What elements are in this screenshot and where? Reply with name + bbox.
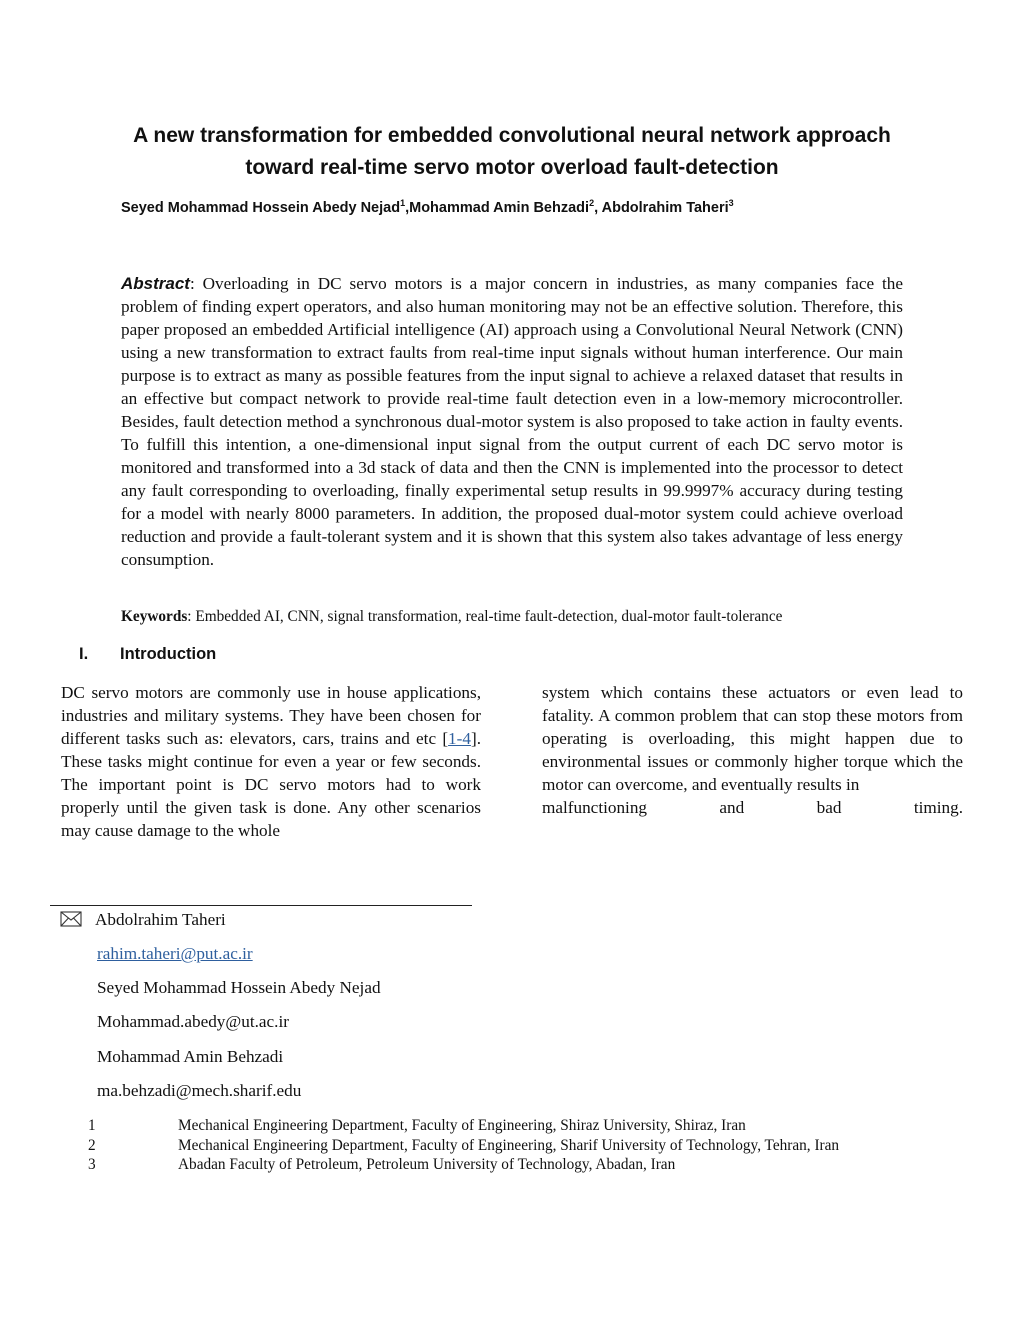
title-line-1: A new transformation for embedded convolutional neural network approach: [133, 124, 891, 147]
affiliation-item: [88, 1116, 968, 1136]
keywords-label: Keywords: [121, 608, 188, 625]
citation-link[interactable]: 1-4: [448, 729, 471, 748]
section-number: I.: [79, 645, 89, 663]
author-affiliation-mark: 2: [589, 198, 595, 208]
paper-title: [100, 120, 924, 184]
abstract: [121, 272, 903, 571]
intro-column-left: [61, 681, 481, 842]
section-title: Introduction: [120, 645, 217, 663]
contact-name: Seyed Mohammad Hossein Abedy Nejad: [97, 978, 381, 997]
author-separator: ,: [594, 200, 602, 216]
abstract-label: Abstract: [121, 274, 190, 293]
contact-email: Mohammad.abedy@ut.ac.ir: [97, 1012, 289, 1031]
author-separator: ,: [405, 200, 410, 216]
affiliation-list: [88, 1116, 968, 1175]
affiliation-text: Mechanical Engineering Department, Faculty of Engineering, Shiraz University, Shiraz, Iran: [178, 1117, 746, 1134]
author-affiliation-mark: 3: [728, 198, 734, 208]
envelope-icon: [60, 911, 82, 927]
intro-text: system which contains these actuators or even lead to fatality. A common problem that can stop these motors from operating is overloading, this might happen due to environmental issues or commonly higher torque which the motor can overcome, and eventually results in: [542, 683, 963, 794]
affiliation-number: 1: [88, 1117, 96, 1134]
intro-column-right: [542, 681, 963, 819]
abstract-text: : Overloading in DC servo motors is a major concern in industries, as many companies face the problem of finding expert operators, and also human monitoring may not be an effective solution. Therefore, this paper proposed an embedded Artificial intelligence (AI) approach using a Convolutional Neural Network (CNN) using a new transformation to extract faults from real-time input signals without human interference. Our main purpose is to extract as many as possible features from the input signal to achieve a relaxed dataset that results in an effective but compact network to provide real-time fault detection even in a low-memory microcontroller. Besides, fault detection method a synchronous dual-motor system is also proposed to take action in faulty events. To fulfill this intention, a one-dimensional input signal from the output current of each DC servo motor is monitored and transformed into a 3d stack of data and then the CNN is implemented into the processor to detect any fault corresponding to overloading, finally experimental setup results in 99.9997% accuracy during testing for a model with nearly 8000 parameters. In addition, the proposed dual-motor system could achieve overload reduction and provide a fault-tolerant system and it is shown that this system also takes advantage of less energy consumption.: [121, 274, 903, 569]
affiliation-text: Abadan Faculty of Petroleum, Petroleum University of Technology, Abadan, Iran: [178, 1156, 676, 1173]
author-name: Seyed Mohammad Hossein Abedy Nejad: [121, 200, 401, 216]
author-affiliation-mark: 1: [400, 198, 406, 208]
footnote-divider: [50, 905, 472, 906]
contact-name: Abdolrahim Taheri: [95, 910, 226, 929]
keywords-text: : Embedded AI, CNN, signal transformation, real-time fault-detection, dual-motor fault-tolerance: [187, 608, 783, 625]
intro-text: DC servo motors are commonly use in house applications, industries and military systems. They have been chosen for different tasks such as: elevators, cars, trains and etc [: [61, 683, 481, 748]
affiliation-number: 2: [88, 1136, 96, 1154]
contact-email: ma.behzadi@mech.sharif.edu: [97, 1081, 302, 1100]
affiliation-item: [88, 1136, 968, 1156]
contact-email-row: [97, 943, 253, 965]
keywords: [121, 607, 921, 627]
intro-text-last-line: malfunctioning and bad timing.: [542, 798, 963, 817]
contact-email-link[interactable]: rahim.taheri@put.ac.ir: [97, 944, 253, 963]
contact-name: Mohammad Amin Behzadi: [97, 1047, 284, 1066]
affiliation-item: [88, 1155, 968, 1175]
affiliation-text: Mechanical Engineering Department, Faculty of Engineering, Sharif University of Technology, Tehran, Iran: [178, 1136, 840, 1154]
affiliation-number: 3: [88, 1156, 96, 1173]
title-line-2: toward real-time servo motor overload fault-detection: [245, 156, 779, 179]
author-name: Mohammad Amin Behzadi: [409, 200, 590, 216]
intro-text: ]. These tasks might continue for even a year or few seconds. The important point is DC servo motors had to work properly until the given task is done. Any other scenarios may cause damage to the whole: [61, 729, 481, 840]
section-heading: [79, 643, 379, 665]
author-name: Abdolrahim Taheri: [601, 200, 729, 216]
author-list: [121, 198, 921, 218]
